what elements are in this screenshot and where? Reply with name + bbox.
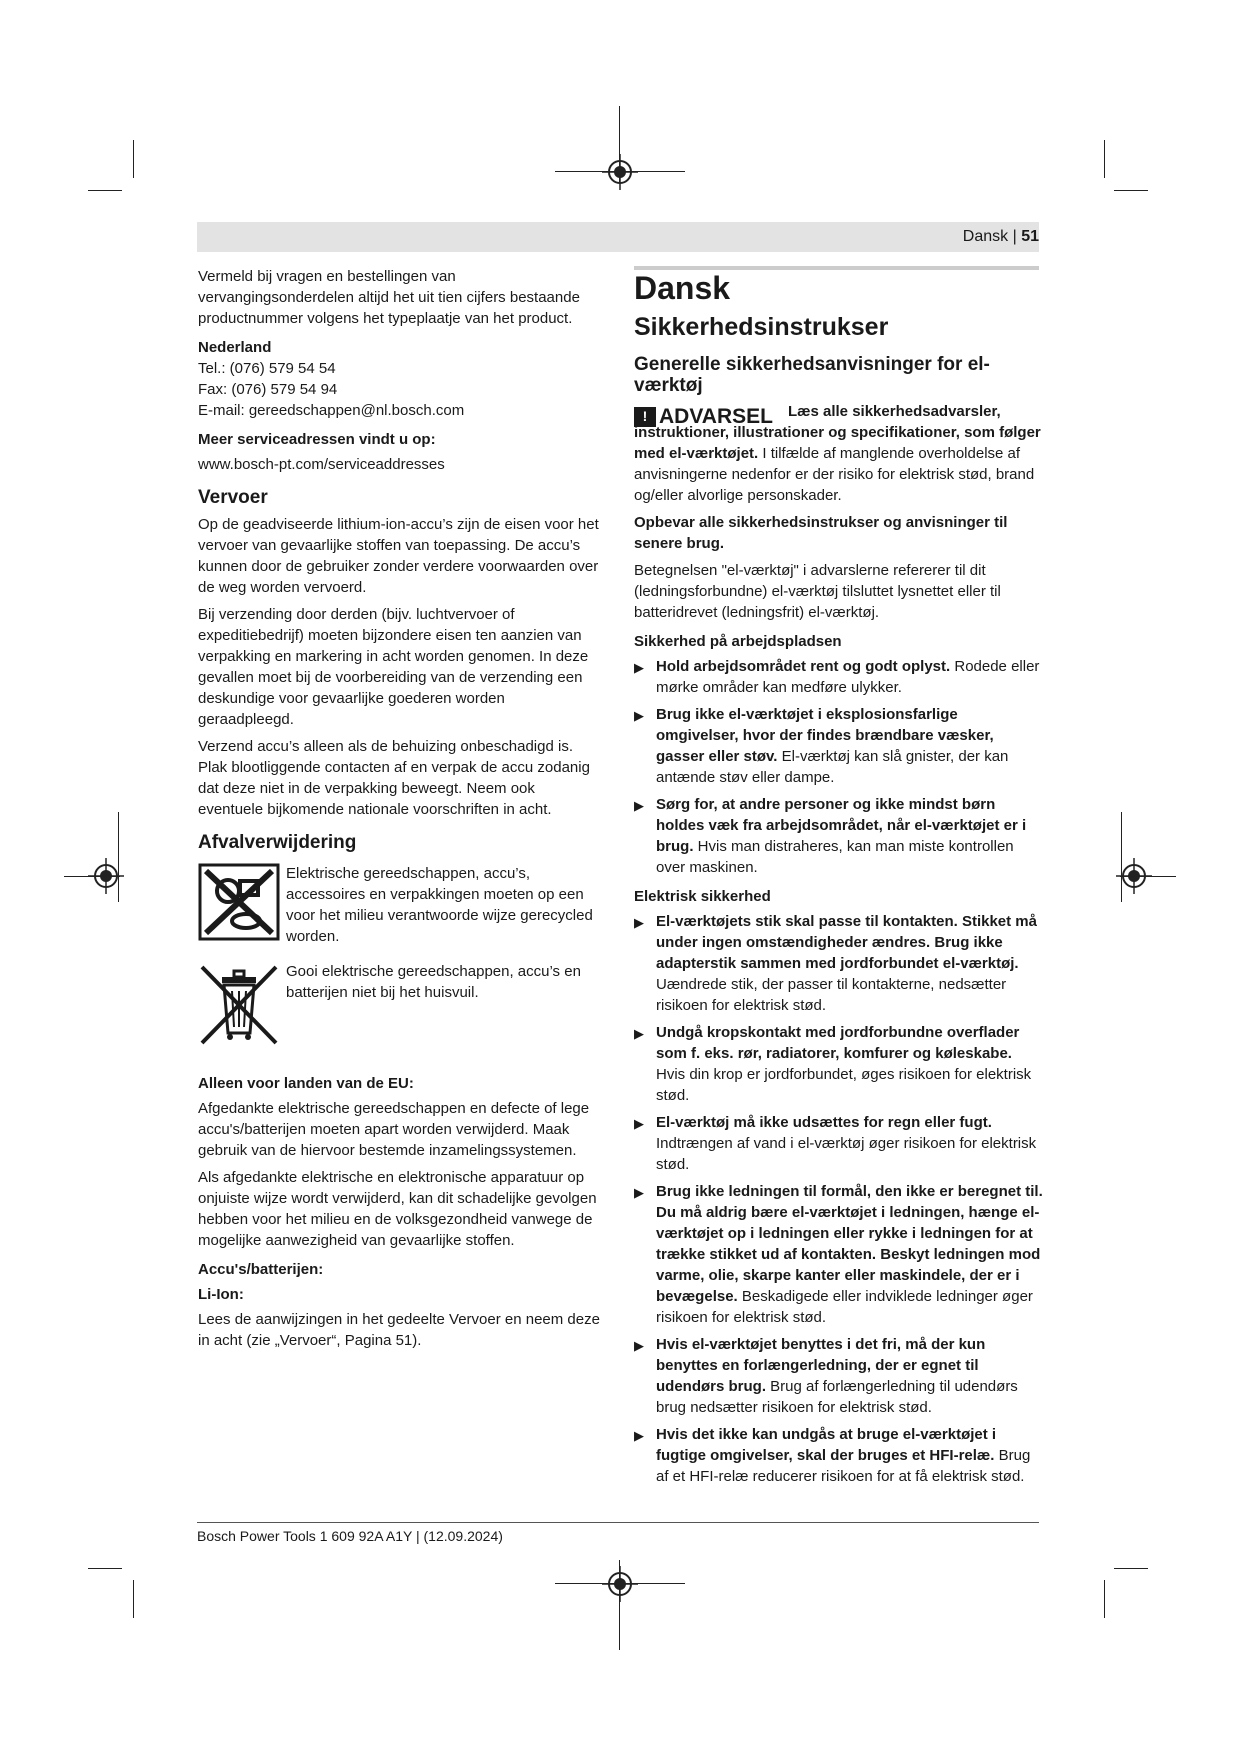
bullet-arrow-icon: ▶ [634,1428,644,1443]
list-item [634,1334,1044,1418]
bullet-arrow-icon: ▶ [634,798,644,813]
bullet-text: Brug af forlængerledning til udendørs brug nedsætter risikoen for elektrisk stød. [656,1378,1018,1416]
bullet-text: Indtrængen af vand i el-værktøj øger risikoen for elektrisk stød. [656,1135,1037,1173]
bullet-arrow-icon: ▶ [634,1116,644,1131]
warning-triangle-icon: ! [634,407,656,427]
eu-heading: Alleen voor landen van de EU: [198,1075,414,1092]
keep-instructions: Opbevar alle sikkerhedsinstrukser og anvisninger til senere brug. [634,514,1008,552]
recycle-notice [198,863,604,947]
bullet-bold: Brug ikke el-værktøjet i eksplosionsfarlige omgivelser, hvor der findes brændbare væsker, gasser eller støv. [656,706,994,765]
transport-paragraph: Verzend accu’s alleen als de behuizing onbeschadigd is. Plak blootliggende contacten af en verpak de accu zodanig dat deze niet in de verpakking beweegt. Neem ook eventuele bijkomende nationale voorschriften in acht. [198,738,590,818]
nl-email[interactable]: E-mail: gereedschappen@nl.bosch.com [198,402,465,419]
disposal-heading: Afvalverwijdering [198,832,357,853]
registration-mark-icon [1114,856,1154,896]
warning-text: I tilfælde af manglende overholdelse af anvisningerne nedenfor er der risiko for elektrisk stød, brand og/eller alvorlige personskader. [634,445,1035,504]
warning-label: ADVARSEL [659,405,773,428]
intro-paragraph: Vermeld bij vragen en bestellingen van vervangingsonderdelen altijd het uit tien cijfers bestaande productnummer volgens het typeplaatje van het product. [198,268,580,327]
bullet-text: Brug af et HFI-relæ reducerer risikoen for at få elektrisk stød. [656,1447,1031,1485]
eu-paragraph: Afgedankte elektrische gereedschappen en defecte of lege accu's/batterijen moeten apart worden verwijderd. Maak gebruik van de hiervoor bestemde inzamelingssystemen. [198,1100,590,1159]
list-item [634,1181,1044,1328]
nl-tel: Tel.: (076) 579 54 54 [198,360,336,377]
safety-heading: Sikkerhedsinstrukser [634,313,889,341]
list-item [634,1022,1044,1106]
footer-rule [197,1522,1039,1523]
transport-heading: Vervoer [198,487,268,508]
recycle-text: Elektrische gereedschappen, accu’s, accessoires en verpakkingen moeten op een voor het milieu verantwoorde wijze gerecycled worden. [286,865,593,945]
right-column [634,270,1044,1493]
bullet-text: Hvis din krop er jordforbundet, øges risikoen for elektrisk stød. [656,1066,1032,1104]
page-header-bar [197,222,1039,252]
bullet-arrow-icon: ▶ [634,708,644,723]
liion-paragraph: Lees de aanwijzingen in het gedeelte Vervoer en neem deze in acht (zie „Vervoer“, Pagina 51). [198,1311,600,1349]
crossed-bin-icon [198,961,280,1047]
eu-paragraph: Als afgedankte elektrische en elektronische apparatuur op onjuiste wijze wordt verwijderd, kan dit schadelijke gevolgen hebben voor het milieu en de volksgezondheid vanwege de mogelijke aanwezigheid van gevaarlijke stoffen. [198,1169,597,1249]
bullet-bold: Hold arbejdsområdet rent og godt oplyst. [656,658,951,675]
bullet-arrow-icon: ▶ [634,915,644,930]
page-number: 51 [1021,228,1039,245]
bullet-arrow-icon: ▶ [634,1026,644,1041]
list-item [634,794,1044,878]
bin-text: Gooi elektrische gereedschappen, accu’s en batterijen niet bij het huisvuil. [286,963,581,1001]
header-language: Dansk [962,228,1009,245]
list-item [634,704,1044,788]
bullet-bold: Hvis det ikke kan undgås at bruge el-værktøjet i fugtige omgivelser, skal der bruges et HFI-relæ. [656,1426,997,1464]
bullet-arrow-icon: ▶ [634,660,644,675]
bullet-bold: El-værktøj må ikke udsættes for regn eller fugt. [656,1114,992,1131]
general-safety-heading: Generelle sikkerhedsanvisninger for el-værktøj [634,354,990,396]
bullet-bold: Brug ikke ledningen til formål, den ikke er beregnet til. Du må aldrig bære el-værktøjet i ledningen, hænge el-værktøjet op i ledningen eller rykke i ledningen for at trække stikket ud af kontakten. Beskyt ledningen mod varme, olie, skarpe kanter eller maskindele, der er i bevægelse. [656,1183,1043,1305]
bullet-bold: Undgå kropskontakt med jordforbundne overflader som f. eks. rør, radiatorer, komfurer og køleskabe. [656,1024,1020,1062]
no-recycle-symbol-icon [198,863,280,941]
bullet-bold: Hvis el-værktøjet benyttes i det fri, må der kun benyttes en forlængerledning, der er egnet til udendørs brug. [656,1336,986,1395]
liion-heading: Li-Ion: [198,1286,244,1303]
registration-mark-icon [600,152,640,192]
list-item [634,1112,1044,1175]
registration-mark-icon [86,856,126,896]
work-area-heading: Sikkerhed på arbejdspladsen [634,633,842,650]
batteries-heading: Accu's/batterijen: [198,1261,324,1278]
bullet-text: Hvis man distraheres, kan man miste kontrollen over maskinen. [656,838,1014,876]
list-item [634,656,1044,698]
left-column [198,266,604,1357]
bullet-arrow-icon: ▶ [634,1338,644,1353]
nl-title: Nederland [198,339,272,356]
bin-notice [198,961,604,1047]
term-paragraph: Betegnelsen "el-værktøj" i advarslerne refererer til dit (ledningsforbundne) el-værktøj tilsluttet lysnettet eller til batteridrevet (ledningsfrit) el-værktøj. [634,562,1001,621]
nl-fax: Fax: (076) 579 54 94 [198,381,338,398]
list-item [634,1424,1044,1487]
bullet-text: Beskadigede eller indviklede ledninger øger risikoen for elektrisk stød. [656,1288,1033,1326]
electrical-safety-heading: Elektrisk sikkerhed [634,888,771,905]
bullet-bold: Sørg for, at andre personer og ikke mindst børn holdes væk fra arbejdsområdet, når el-værktøjet er i brug. [656,796,1027,855]
footer-text: Bosch Power Tools 1 609 92A A1Y | (12.09.2024) [197,1528,503,1544]
page-label [963,228,1039,246]
bullet-text: El-værktøj kan slå gnister, der kan antænde støv eller dampe. [656,748,1009,786]
bullet-arrow-icon: ▶ [634,1185,644,1200]
list-item [634,911,1044,1016]
registration-mark-icon [600,1564,640,1604]
bullet-text: Rodede eller mørke områder kan medføre ulykker. [656,658,1040,696]
language-title: Dansk [634,270,731,306]
bullet-bold: El-værktøjets stik skal passe til kontakten. Stikket må under ingen omstændigheder ændres. Brug ikke adapterstik sammen med jordforbundet el-værktøj. [656,913,1037,972]
warning-bold-text: Læs alle sikkerhedsadvarsler, instruktioner, illustrationer og specifikationer, som følger med el-værktøjet. [634,403,1041,462]
bullet-text: Uændrede stik, der passer til kontakterne, nedsætter risikoen for elektrisk stød. [656,976,1007,1014]
transport-paragraph: Bij verzending door derden (bijv. luchtvervoer of expeditiebedrijf) moeten bijzondere eisen ten aanzien van verpakking en markering in acht worden genomen. In deze gevallen moet bij de voorbereiding van de verzending een deskundige voor gevaarlijke goederen worden geraadpleegd. [198,606,589,728]
header-separator: | [1012,228,1017,245]
transport-paragraph: Op de geadviseerde lithium-ion-accu’s zijn de eisen voor het vervoer van gevaarlijke stoffen van toepassing. De accu’s kunnen door de gebruiker zonder verdere voorwaarden over de weg worden vervoerd. [198,516,599,596]
more-addresses-title: Meer serviceadressen vindt u op: [198,431,436,448]
service-url-link[interactable]: www.bosch-pt.com/serviceaddresses [198,456,445,473]
